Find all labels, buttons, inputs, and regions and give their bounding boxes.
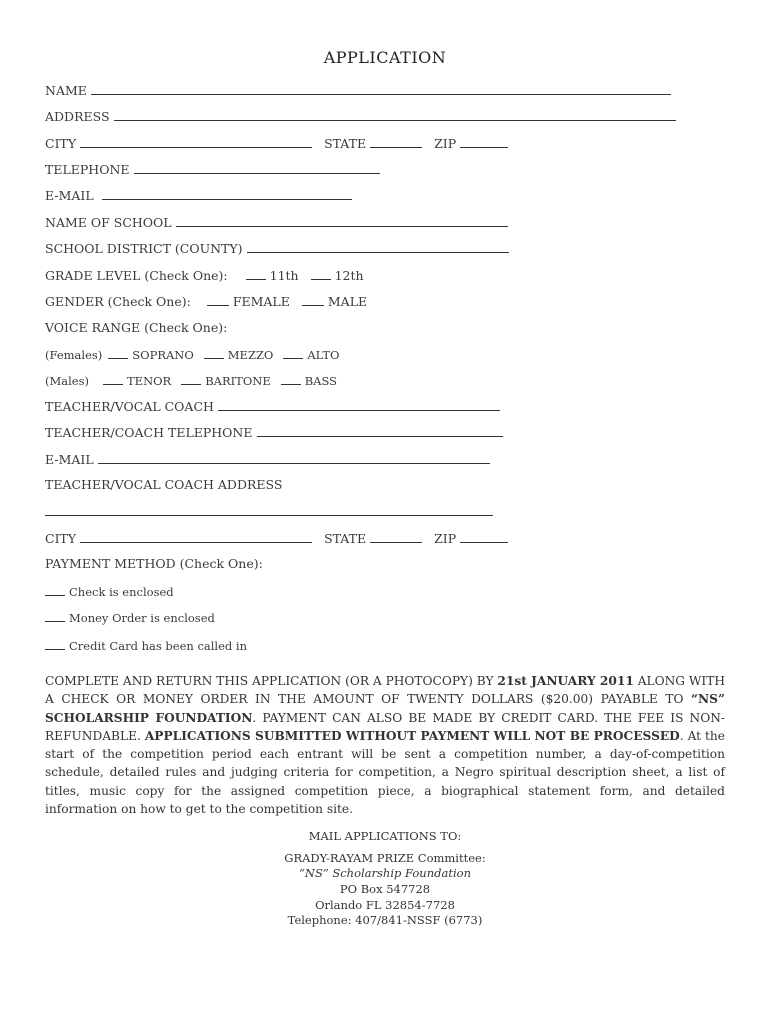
check-label: Check is enclosed bbox=[69, 585, 174, 599]
mail-heading: MAIL APPLICATIONS TO: bbox=[308, 829, 462, 843]
grade-11-label: 11th bbox=[269, 268, 299, 283]
payment-check-row bbox=[45, 583, 174, 600]
coach-address-input-line[interactable] bbox=[45, 503, 493, 516]
mezzo-label: MEZZO bbox=[227, 348, 274, 362]
coach-city-label: CITY bbox=[45, 531, 77, 546]
mail-foundation: “NS” Scholarship Foundation bbox=[299, 866, 471, 880]
payment-label: PAYMENT METHOD (Check One): bbox=[45, 556, 263, 571]
soprano-label: SOPRANO bbox=[132, 348, 194, 362]
zip-input-line[interactable] bbox=[460, 135, 508, 148]
zip-label: ZIP bbox=[434, 136, 457, 151]
city-state-zip-row bbox=[45, 135, 508, 151]
district-label: SCHOOL DISTRICT (COUNTY) bbox=[45, 241, 243, 256]
instructions-paragraph bbox=[45, 672, 725, 818]
email-field bbox=[45, 187, 352, 203]
bass-label: BASS bbox=[304, 374, 338, 388]
male-checkbox[interactable] bbox=[302, 293, 324, 306]
email-input-line[interactable] bbox=[102, 187, 352, 200]
females-label: (Females) bbox=[45, 348, 103, 362]
mail-po-box: PO Box 547728 bbox=[339, 882, 431, 896]
baritone-label: BARITONE bbox=[205, 374, 271, 388]
voice-label: VOICE RANGE (Check One): bbox=[45, 320, 228, 335]
mail-telephone: Telephone: 407/841-NSSF (6773) bbox=[287, 913, 483, 927]
mail-committee: GRADY-RAYAM PRIZE Committee: bbox=[284, 851, 486, 865]
state-label: STATE bbox=[324, 136, 367, 151]
coach-city-input-line[interactable] bbox=[80, 530, 312, 543]
telephone-field bbox=[45, 161, 380, 177]
male-label: MALE bbox=[327, 294, 368, 309]
district-field bbox=[45, 240, 509, 256]
deadline-text: 21st JANUARY 2011 bbox=[497, 674, 634, 688]
coach-email-field bbox=[45, 451, 490, 467]
district-input-line[interactable] bbox=[247, 240, 509, 253]
grade-11-checkbox[interactable] bbox=[246, 267, 266, 280]
coach-state-input-line[interactable] bbox=[370, 530, 422, 543]
coach-state-label: STATE bbox=[324, 531, 367, 546]
school-input-line[interactable] bbox=[176, 214, 508, 227]
females-voice-row bbox=[45, 346, 339, 363]
grade-level-row bbox=[45, 267, 364, 283]
credit-card-checkbox[interactable] bbox=[45, 637, 65, 650]
alto-label: ALTO bbox=[307, 348, 340, 362]
credit-card-label: Credit Card has been called in bbox=[69, 639, 248, 653]
coach-address-line-row bbox=[45, 503, 493, 519]
page-title: APPLICATION bbox=[323, 48, 447, 67]
tenor-label: TENOR bbox=[127, 374, 172, 388]
telephone-label: TELEPHONE bbox=[45, 162, 130, 177]
city-input-line[interactable] bbox=[80, 135, 312, 148]
baritone-checkbox[interactable] bbox=[181, 372, 201, 385]
gender-row bbox=[45, 293, 367, 309]
payment-method-row bbox=[45, 556, 263, 571]
alto-checkbox[interactable] bbox=[283, 346, 303, 359]
payee-text: “NS” SCHOLARSHIP FOUNDATION bbox=[45, 692, 725, 725]
state-input-line[interactable] bbox=[370, 135, 422, 148]
money-order-label: Money Order is enclosed bbox=[69, 611, 215, 625]
instructions-part-4: . At the start of the competition period each entrant will be sent a competition number, a day-of-competition schedule, detailed rules and judging criteria for competition, a Negro spiritual description sheet, a list of titles, music copy for the assigned competition piece, a biographical statement form, and detailed information on how to get to the competition site. bbox=[45, 728, 725, 817]
males-label: (Males) bbox=[45, 374, 89, 388]
tenor-checkbox[interactable] bbox=[103, 372, 123, 385]
males-voice-row bbox=[45, 372, 337, 389]
address-field bbox=[45, 108, 676, 124]
coach-address-label: TEACHER/VOCAL COACH ADDRESS bbox=[45, 477, 283, 492]
female-checkbox[interactable] bbox=[207, 293, 229, 306]
gender-label: GENDER (Check One): bbox=[45, 294, 191, 309]
mezzo-checkbox[interactable] bbox=[204, 346, 224, 359]
name-input-line[interactable] bbox=[91, 82, 671, 95]
city-label: CITY bbox=[45, 136, 77, 151]
check-checkbox[interactable] bbox=[45, 583, 65, 596]
coach-input-line[interactable] bbox=[218, 398, 500, 411]
telephone-input-line[interactable] bbox=[134, 161, 380, 174]
coach-phone-field bbox=[45, 424, 503, 440]
money-order-checkbox[interactable] bbox=[45, 609, 65, 622]
coach-phone-input-line[interactable] bbox=[257, 424, 503, 437]
address-label: ADDRESS bbox=[45, 109, 110, 124]
coach-zip-label: ZIP bbox=[434, 531, 457, 546]
grade-label: GRADE LEVEL (Check One): bbox=[45, 268, 228, 283]
voice-range-row bbox=[45, 320, 227, 335]
soprano-checkbox[interactable] bbox=[108, 346, 128, 359]
coach-label: TEACHER/VOCAL COACH bbox=[45, 399, 214, 414]
name-field bbox=[45, 82, 671, 98]
instructions-part-3: . PAYMENT CAN ALSO BE MADE BY CREDIT CARD. THE FEE IS NON-REFUNDABLE. bbox=[45, 710, 725, 743]
name-label: NAME bbox=[45, 83, 87, 98]
payment-money-order-row bbox=[45, 609, 215, 626]
coach-zip-input-line[interactable] bbox=[460, 530, 508, 543]
address-input-line[interactable] bbox=[114, 108, 676, 121]
warning-text: APPLICATIONS SUBMITTED WITHOUT PAYMENT WILL NOT BE PROCESSED bbox=[144, 728, 680, 743]
instructions-part-2: ALONG WITH A CHECK OR MONEY ORDER IN THE AMOUNT OF TWENTY DOLLARS ($20.00) PAYABLE TO bbox=[45, 674, 726, 707]
email-label: E-MAIL bbox=[45, 188, 94, 203]
coach-address-field bbox=[45, 477, 282, 492]
coach-field bbox=[45, 398, 500, 414]
coach-phone-label: TEACHER/COACH TELEPHONE bbox=[45, 425, 253, 440]
school-field bbox=[45, 214, 508, 230]
instructions-part-1: COMPLETE AND RETURN THIS APPLICATION (OR A PHOTOCOPY) BY bbox=[45, 674, 498, 688]
grade-12-label: 12th bbox=[334, 268, 364, 283]
coach-email-input-line[interactable] bbox=[98, 451, 490, 464]
payment-credit-card-row bbox=[45, 637, 247, 654]
school-label: NAME OF SCHOOL bbox=[45, 215, 172, 230]
grade-12-checkbox[interactable] bbox=[311, 267, 331, 280]
coach-city-state-zip-row bbox=[45, 530, 508, 546]
bass-checkbox[interactable] bbox=[281, 372, 301, 385]
coach-email-label: E-MAIL bbox=[45, 452, 94, 467]
mail-city-line: Orlando FL 32854-7728 bbox=[315, 898, 455, 912]
female-label: FEMALE bbox=[232, 294, 290, 309]
